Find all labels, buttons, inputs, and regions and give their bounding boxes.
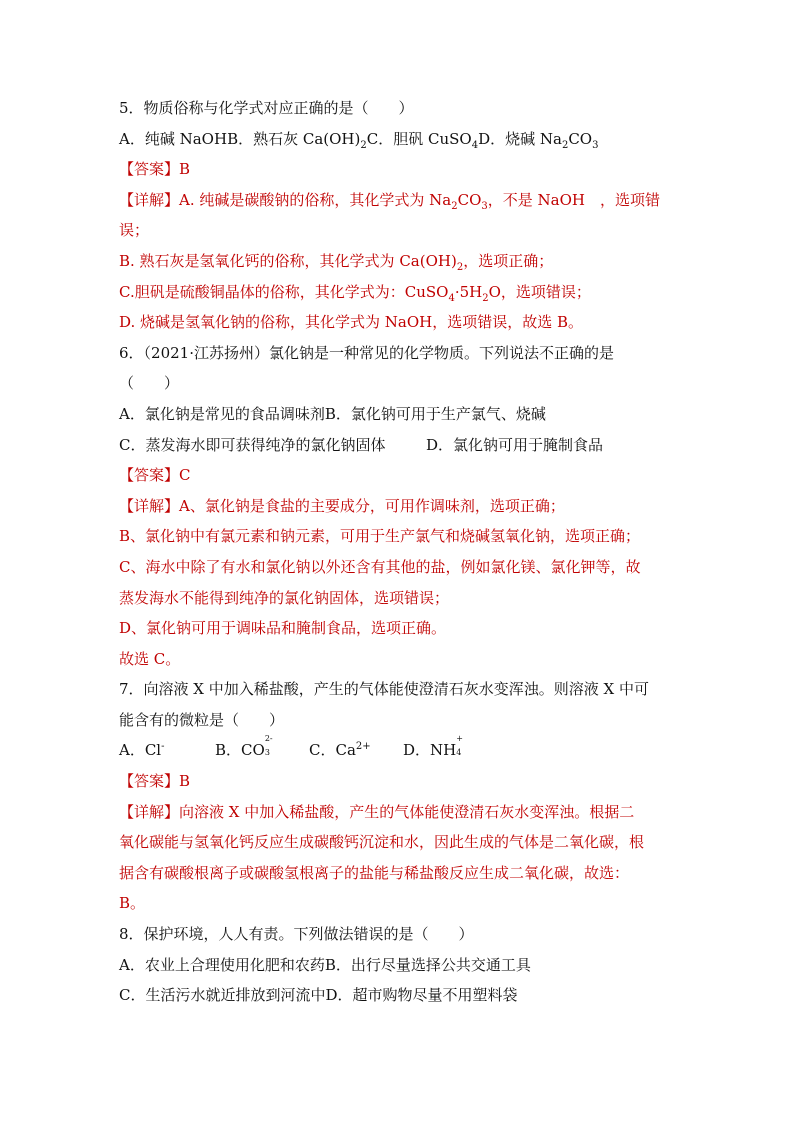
option-b-text: B．CO (215, 741, 265, 760)
question-5-options (119, 124, 679, 155)
detail-tag: 【详解】 (119, 496, 180, 515)
question-6-options-ab (119, 399, 679, 430)
answer-tag: 【答案】 (119, 160, 180, 179)
option-c-subscript: 4 (471, 139, 479, 151)
detail-3-text-a: C.胆矾是硫酸铜晶体的俗称，其化学式为：CuSO (119, 282, 449, 301)
detail-2-sub: 2 (456, 261, 464, 273)
question-7-detail-4 (119, 888, 679, 919)
question-6-detail-3 (119, 552, 679, 583)
question-6-option-a: A．氯化钠是常见的食品调味剂 (119, 404, 325, 423)
option-d-mid: CO (568, 129, 593, 148)
question-8-stem (119, 919, 679, 950)
detail-4-text: D. 烧碱是氢氧化钠的俗称，其化学式为 NaOH，选项错误，故选 B。 (119, 313, 584, 332)
detail-3-sub-2: 2 (482, 292, 489, 304)
option-d-subscript-1: 2 (561, 139, 569, 151)
question-6-stem (119, 338, 679, 369)
question-8-option-b: B．出行尽量选择公共交通工具 (324, 955, 531, 974)
question-7-detail-3 (119, 858, 679, 889)
detail-6-text: 故选 C。 (119, 649, 181, 668)
question-7-detail-1 (119, 797, 679, 828)
question-5-detail-1 (119, 185, 679, 216)
question-6-detail-6 (119, 644, 679, 675)
question-5-option-b (227, 129, 367, 151)
question-6-options-cd (119, 430, 679, 461)
question-5-detail-2 (119, 246, 679, 277)
detail-5-text: D、氯化钠可用于调味品和腌制食品，选项正确。 (119, 619, 447, 638)
detail-4-text: 蒸发海水不能得到纯净的氯化钠固体，选项错误； (119, 588, 450, 607)
detail-4-text: B。 (119, 894, 146, 913)
option-b-text: B．熟石灰 Ca(OH) (227, 129, 361, 148)
option-b-subscript: 2 (360, 139, 367, 151)
detail-3-text-b: ·5H (454, 282, 483, 301)
detail-1-text: A、氯化钠是食盐的主要成分，可用作调味剂，选项正确； (179, 496, 565, 515)
detail-3-text: 据含有碳酸根离子或碳酸氢根离子的盐能与稀盐酸反应生成二氧化碳，故选： (119, 863, 630, 882)
answer-tag: 【答案】 (119, 772, 180, 791)
question-7-answer (119, 766, 679, 797)
detail-sub-1: 2 (451, 200, 458, 212)
detail-sub-2: 3 (481, 200, 488, 212)
question-6-detail-4 (119, 583, 679, 614)
question-8-option-c: C．生活污水就近排放到河流中 (119, 986, 326, 1005)
detail-2-text: 氧化碳能与氢氧化钙反应生成碳酸钙沉淀和水，因此生成的气体是二氧化碳，根 (119, 833, 645, 852)
detail-text-d: 误； (119, 221, 150, 240)
document-page (119, 93, 679, 1011)
question-7-detail-2 (119, 827, 679, 858)
question-7-options (119, 735, 679, 766)
question-7-option-a (119, 735, 165, 766)
question-5-detail-3 (119, 277, 679, 308)
question-5-option-d (478, 129, 599, 151)
question-6-detail-1 (119, 491, 679, 522)
question-6-option-c: C．蒸发海水即可获得纯净的氯化钠固体 (119, 435, 386, 454)
question-6-stem-bracket: （ ） (119, 374, 180, 393)
question-8-stem-text: 8．保护环境，人人有责。下列做法错误的是（ ） (119, 925, 474, 944)
question-7-option-d: D．NH + 4 (403, 734, 463, 760)
detail-3-text: C、海水中除了有水和氯化钠以外还含有其他的盐，例如氯化镁、氯化钾等，故 (119, 557, 641, 576)
detail-text-c: ，不是 NaOH ，选项错 (487, 190, 660, 209)
detail-3-sub: 4 (448, 292, 455, 304)
detail-3-text-c: O，选项错误； (488, 282, 591, 301)
answer-value: B (179, 772, 191, 791)
option-c-text: C．Ca (309, 741, 356, 760)
question-8-options-cd (119, 980, 679, 1011)
question-5-detail-1-cont (119, 215, 679, 246)
question-7-stem-text: 7．向溶液 X 中加入稀盐酸，产生的气体能使澄清石灰水变浑浊。则溶液 X 中可 (119, 680, 649, 699)
detail-1-text: 向溶液 X 中加入稀盐酸，产生的气体能使澄清石灰水变浑浊。根据二 (179, 802, 635, 821)
question-6-stem-cont (119, 368, 679, 399)
detail-text (179, 190, 660, 212)
question-5-detail-4 (119, 307, 679, 338)
answer-value: C (179, 466, 191, 485)
detail-2-text-a: B. 熟石灰是氢氧化钙的俗称，其化学式为 Ca(OH) (119, 251, 457, 270)
question-7-stem (119, 674, 679, 705)
question-8-options-ab (119, 950, 679, 981)
question-5-option-c (366, 129, 479, 151)
question-7-option-c (309, 735, 371, 766)
question-6-answer (119, 460, 679, 491)
detail-tag: 【详解】 (119, 190, 180, 209)
question-6-option-b: B．氯化钠可用于生产氯气、烧碱 (324, 404, 546, 423)
detail-text-a: A. 纯碱是碳酸钠的俗称，其化学式为 Na (179, 190, 452, 209)
question-7-stem-cont (119, 705, 679, 736)
question-5-answer (119, 154, 679, 185)
question-6-stem-text: 6．（2021·江苏扬州）氯化钠是一种常见的化学物质。下列说法不正确的是 (119, 343, 614, 362)
detail-2-text-b: ，选项正确； (463, 251, 554, 270)
option-a-text: A．Cl (119, 741, 162, 760)
question-6-detail-5 (119, 613, 679, 644)
answer-tag: 【答案】 (119, 466, 180, 485)
detail-tag: 【详解】 (119, 802, 180, 821)
detail-2-text: B、氯化钠中有氯元素和钠元素，可用于生产氯气和烧碱氢氧化钠，选项正确； (119, 527, 641, 546)
option-a-sup: - (161, 741, 165, 753)
option-c-text: C．胆矾 CuSO (366, 129, 472, 148)
question-6-detail-2 (119, 521, 679, 552)
option-d-text: D．NH (403, 741, 457, 760)
detail-text-b: CO (457, 190, 482, 209)
question-5-stem-text: 5．物质俗称与化学式对应正确的是（ ） (119, 99, 414, 117)
question-6-option-d: D．氯化钠可用于腌制食品 (426, 435, 604, 454)
question-5-option-a: A．纯碱 NaOH (119, 129, 228, 148)
question-7-option-b: B．CO 2- 3 (215, 734, 273, 760)
option-d-subscript-2: 3 (592, 139, 599, 151)
option-d-text: D．烧碱 Na (478, 129, 562, 148)
answer-value: B (179, 160, 191, 179)
option-c-sup: 2+ (355, 741, 371, 753)
question-8-option-a: A．农业上合理使用化肥和农药 (119, 955, 325, 974)
question-5-stem (119, 93, 679, 124)
question-7-stem-cont-text: 能含有的微粒是（ ） (119, 710, 285, 729)
question-8-option-d: D．超市购物尽量不用塑料袋 (325, 986, 518, 1005)
